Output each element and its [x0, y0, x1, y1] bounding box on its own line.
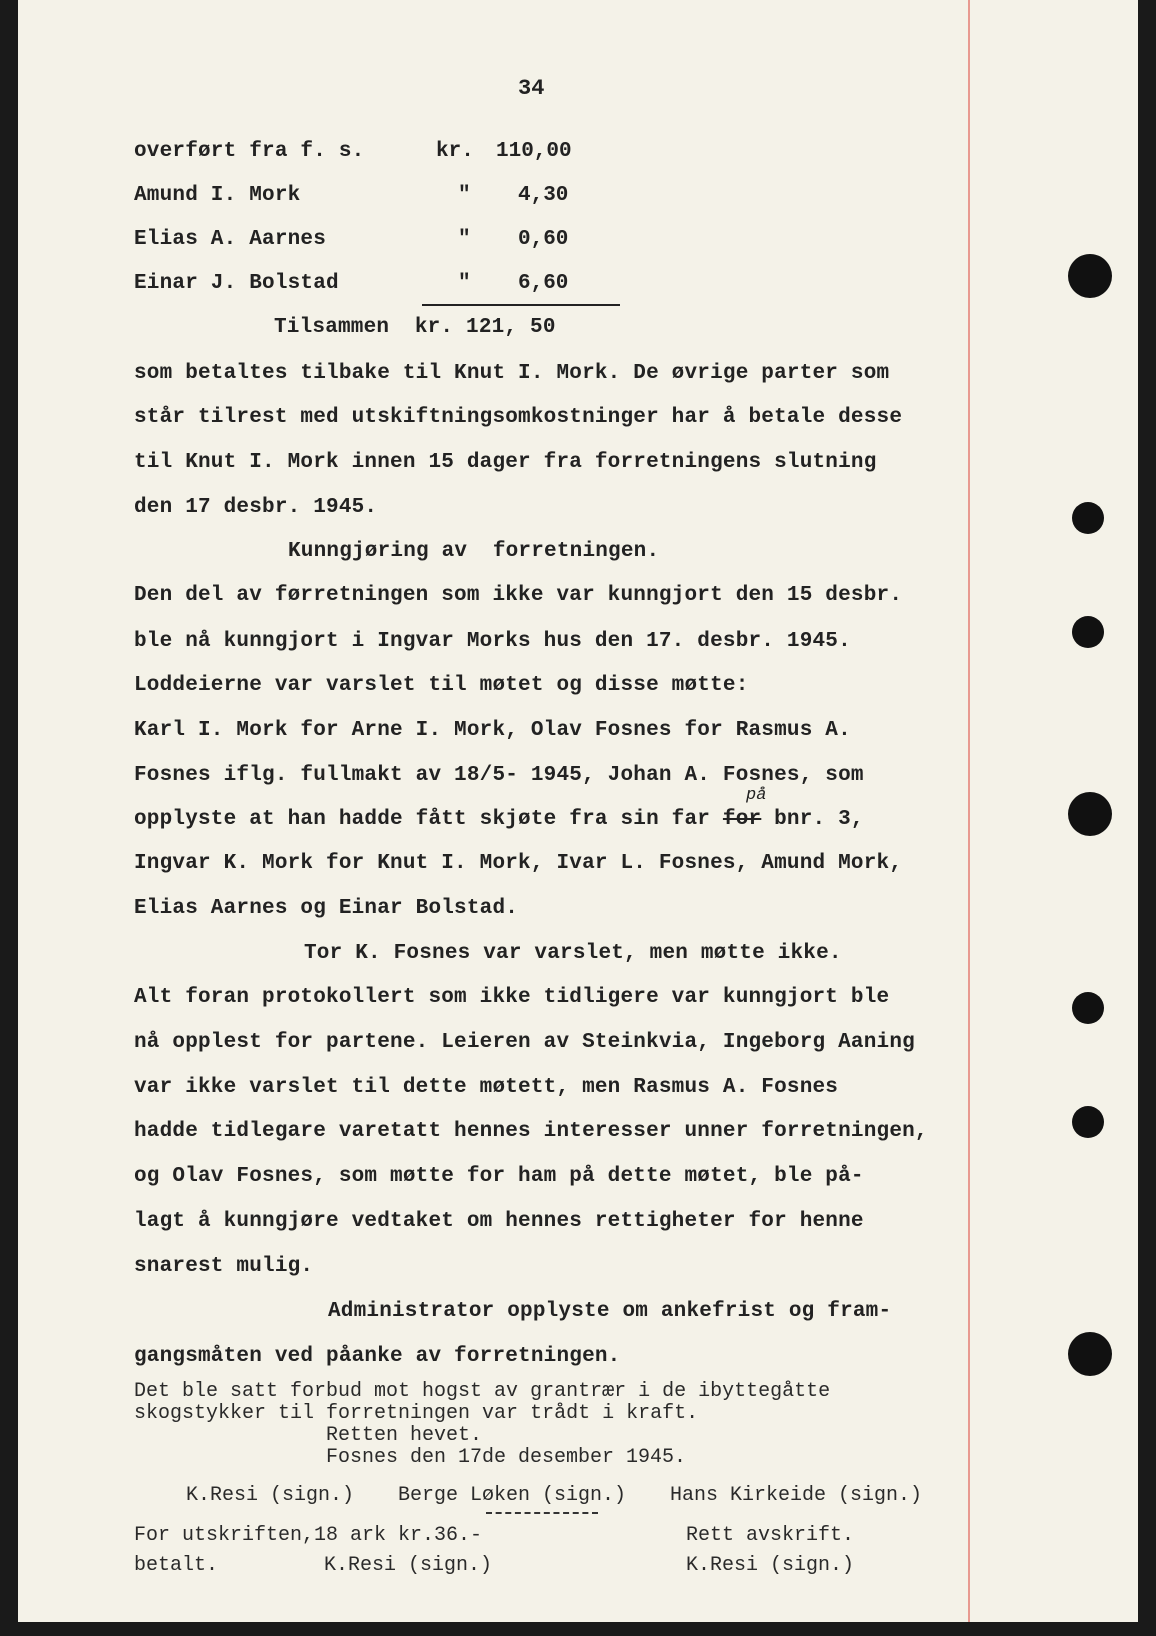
- text-line: Fosnes iflg. fullmakt av 18/5- 1945, Johan A. Fosnes, som: [134, 764, 864, 787]
- inserted-word: på: [746, 786, 767, 805]
- total-line: Tilsammen kr. 121, 50: [274, 316, 556, 339]
- text-line: ble nå kunngjort i Ingvar Morks hus den 17. desbr. 1945.: [134, 630, 851, 653]
- text-line: var ikke varslet til dette møtett, men Rasmus A. Fosnes: [134, 1076, 839, 1099]
- ledger-mark: kr.: [436, 140, 474, 163]
- punch-hole: [1072, 1106, 1104, 1138]
- ledger-amount: 110,00: [496, 140, 572, 163]
- ledger-name: overført fra f. s.: [134, 140, 365, 163]
- text-line: Loddeierne var varslet til møtet og disse møtte:: [134, 674, 749, 697]
- punch-hole: [1068, 1332, 1112, 1376]
- closing-line: Retten hevet.: [326, 1424, 483, 1447]
- ledger-mark: ": [458, 184, 471, 207]
- ledger-name: Elias A. Aarnes: [134, 228, 327, 251]
- text-line: Ingvar K. Mork for Knut I. Mork, Ivar L. Fosnes, Amund Mork,: [134, 852, 903, 875]
- ledger-name: Amund I. Mork: [134, 184, 301, 207]
- page-number: 34: [518, 76, 545, 101]
- closing-line: skogstykker til forretningen var trådt i kraft.: [134, 1402, 699, 1425]
- punch-hole: [1068, 792, 1112, 836]
- closing-line: Fosnes den 17de desember 1945.: [326, 1446, 687, 1469]
- text-line: til Knut I. Mork innen 15 dager fra forretningens slutning: [134, 451, 877, 474]
- ledger-amount: 0,60: [518, 228, 569, 251]
- footer-text: K.Resi (sign.): [686, 1554, 855, 1577]
- footer-text: betalt.: [134, 1554, 219, 1577]
- section-heading: Kunngjøring av forretningen.: [288, 540, 660, 563]
- text-line: snarest mulig.: [134, 1255, 314, 1278]
- struck-word: for: [722, 808, 762, 831]
- text-line: gangsmåten ved påanke av forretningen.: [134, 1345, 621, 1368]
- text-line: Administrator opplyste om ankefrist og fram-: [328, 1300, 892, 1323]
- sum-underline: [422, 304, 620, 306]
- signature: Berge Løken (sign.): [398, 1484, 627, 1507]
- closing-line: Det ble satt forbud mot hogst av grantrær i de ibyttegåtte: [134, 1380, 831, 1403]
- ledger-amount: 4,30: [518, 184, 569, 207]
- signature: Hans Kirkeide (sign.): [670, 1484, 923, 1507]
- punch-hole: [1072, 616, 1104, 648]
- ledger-mark: ": [458, 272, 471, 295]
- dashed-rule: [486, 1512, 598, 1514]
- punch-hole: [1072, 502, 1104, 534]
- text-line: den 17 desbr. 1945.: [134, 496, 378, 519]
- text-line: nå opplest for partene. Leieren av Steinkvia, Ingeborg Aaning: [134, 1031, 915, 1054]
- signature: K.Resi (sign.): [186, 1484, 355, 1507]
- ledger-mark: ": [458, 228, 471, 251]
- text-line: som betaltes tilbake til Knut I. Mork. De øvrige parter som: [134, 362, 890, 385]
- punch-hole: [1068, 254, 1112, 298]
- footer-text: K.Resi (sign.): [324, 1554, 493, 1577]
- text-line: Karl I. Mork for Arne I. Mork, Olav Fosnes for Rasmus A.: [134, 719, 851, 742]
- text-line: lagt å kunngjøre vedtaket om hennes rettigheter for henne: [134, 1210, 864, 1233]
- text-line: står tilrest med utskiftningsomkostninger har å betale desse: [134, 406, 903, 429]
- margin-line: [968, 0, 970, 1622]
- text-line: hadde tidlegare varetatt hennes interesser unner forretningen,: [134, 1120, 928, 1143]
- text-line: [134, 808, 864, 831]
- ledger-amount: 6,60: [518, 272, 569, 295]
- text-segment: bnr. 3,: [761, 808, 864, 831]
- text-line: Tor K. Fosnes var varslet, men møtte ikke.: [304, 942, 842, 965]
- punch-hole: [1072, 992, 1104, 1024]
- text-line: og Olav Fosnes, som møtte for ham på dette møtet, ble på-: [134, 1165, 864, 1188]
- text-line: Elias Aarnes og Einar Bolstad.: [134, 897, 519, 920]
- text-line: Den del av førretningen som ikke var kunngjort den 15 desbr.: [134, 584, 903, 607]
- text-line: Alt foran protokollert som ikke tidligere var kunngjort ble: [134, 986, 890, 1009]
- document-page: [18, 0, 1138, 1622]
- ledger-name: Einar J. Bolstad: [134, 272, 339, 295]
- text-segment: opplyste at han hadde fått skjøte fra sin far: [134, 808, 711, 831]
- footer-text: For utskriften,18 ark kr.36.-: [134, 1524, 483, 1547]
- footer-text: Rett avskrift.: [686, 1524, 855, 1547]
